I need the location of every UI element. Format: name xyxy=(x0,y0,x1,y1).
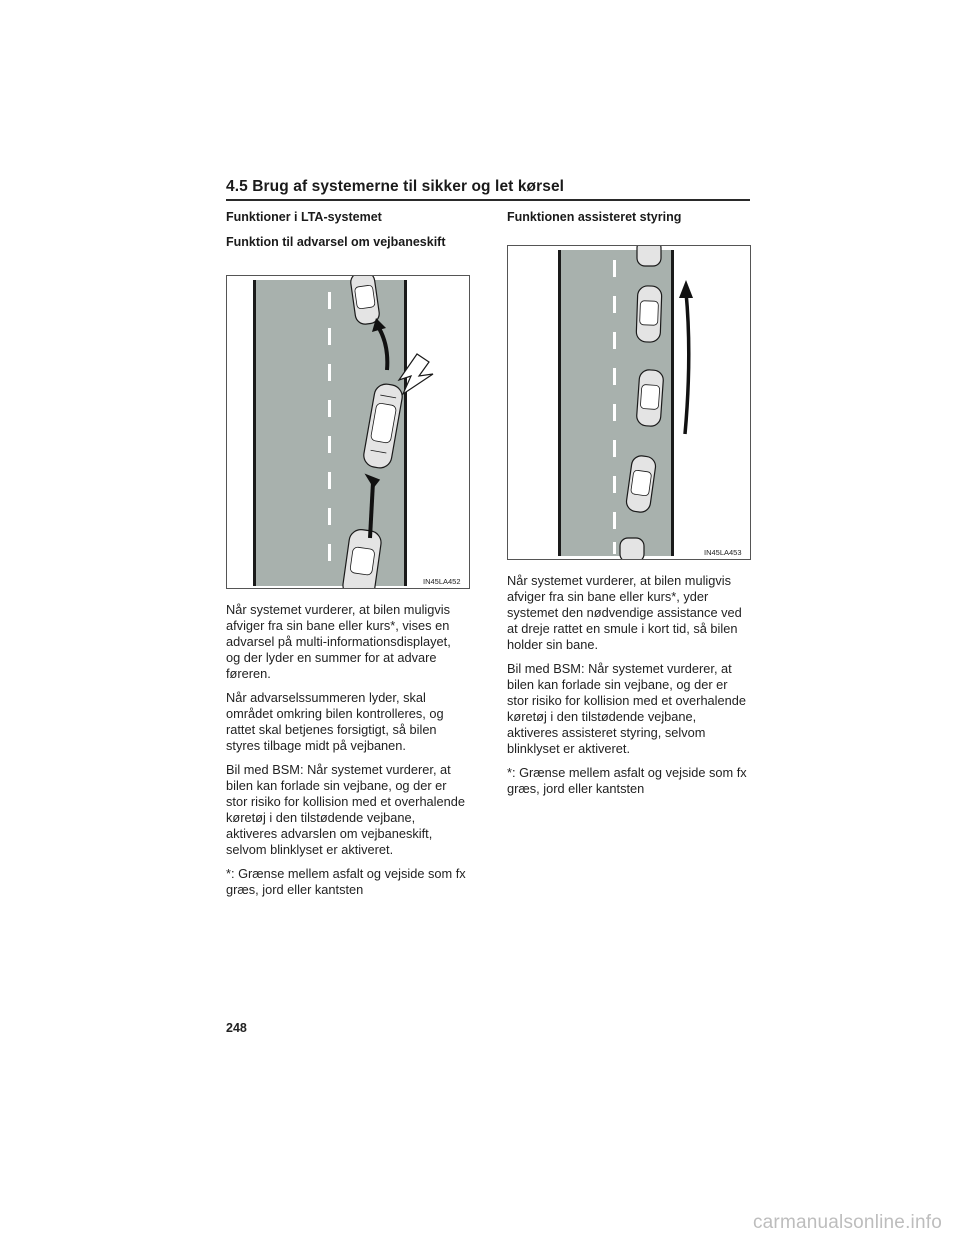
paragraph: Når advarselssummeren lyder, skal området omkring bilen kontrolleres, og rattet skal betjenes forsigtigt, så bilen styres tilbage midt på vejbanen. xyxy=(226,690,444,753)
lane-warning-illustration xyxy=(227,276,469,588)
car-bottom xyxy=(620,538,644,559)
heading-lane-departure-warning: Funktion til advarsel om vejbaneskift xyxy=(226,235,446,249)
section-title: 4.5 Brug af systemerne til sikker og let kørsel xyxy=(226,178,565,195)
watermark: carmanualsonline.info xyxy=(752,1212,942,1233)
figure-code: IN45LA452 xyxy=(423,577,461,586)
figure-steering-assist xyxy=(507,245,751,560)
heading-lta-functions: Funktioner i LTA-systemet xyxy=(226,210,382,224)
page-number: 248 xyxy=(226,1021,247,1035)
footnote: *: Grænse mellem asfalt og vejside som fx græs, jord eller kantsten xyxy=(507,765,747,796)
steering-arrow xyxy=(685,292,689,434)
steering-assist-illustration xyxy=(508,246,750,559)
paragraph: Bil med BSM: Når systemet vurderer, at bilen kan forlade sin vejbane, og der er stor risiko for kollision med et overhalende køretøj i den tilstødende vejbane, aktiveres assisteret styring, selvom blinklyset er aktiveret. xyxy=(507,661,746,756)
road-edge-left xyxy=(253,280,256,586)
left-column xyxy=(226,209,466,906)
paragraph: Bil med BSM: Når systemet vurderer, at bilen kan forlade sin vejbane, og der er stor risiko for kollision med et overhalende køretøj i den tilstødende vejbane, aktiveres advarslen om vejbaneskift, selvom blinklyset er aktiveret. xyxy=(226,762,465,857)
road-edge-right xyxy=(404,280,407,586)
car-1 xyxy=(636,286,662,343)
figure-lane-departure-warning xyxy=(226,275,470,589)
footnote: *: Grænse mellem asfalt og vejside som fx græs, jord eller kantsten xyxy=(226,866,466,897)
right-column xyxy=(507,209,747,805)
section-divider xyxy=(226,199,750,201)
car-2 xyxy=(636,369,664,427)
road-edge-left xyxy=(558,250,561,556)
paragraph: Når systemet vurderer, at bilen muligvis afviger fra sin bane eller kurs*, vises en advarsel på multi-informationsdisplayet, og der lyder en summer for at advare føreren. xyxy=(226,602,451,681)
figure-code: IN45LA453 xyxy=(704,548,742,557)
car-top xyxy=(637,246,661,266)
paragraph: Når systemet vurderer, at bilen muligvis afviger fra sin bane eller kurs*, yder systemet den nødvendige assistance ved at dreje rattet en smule i kort tid, så bilen holder sin bane. xyxy=(507,573,742,652)
heading-steering-assist: Funktionen assisteret styring xyxy=(507,210,682,224)
road-edge-right xyxy=(671,250,674,556)
